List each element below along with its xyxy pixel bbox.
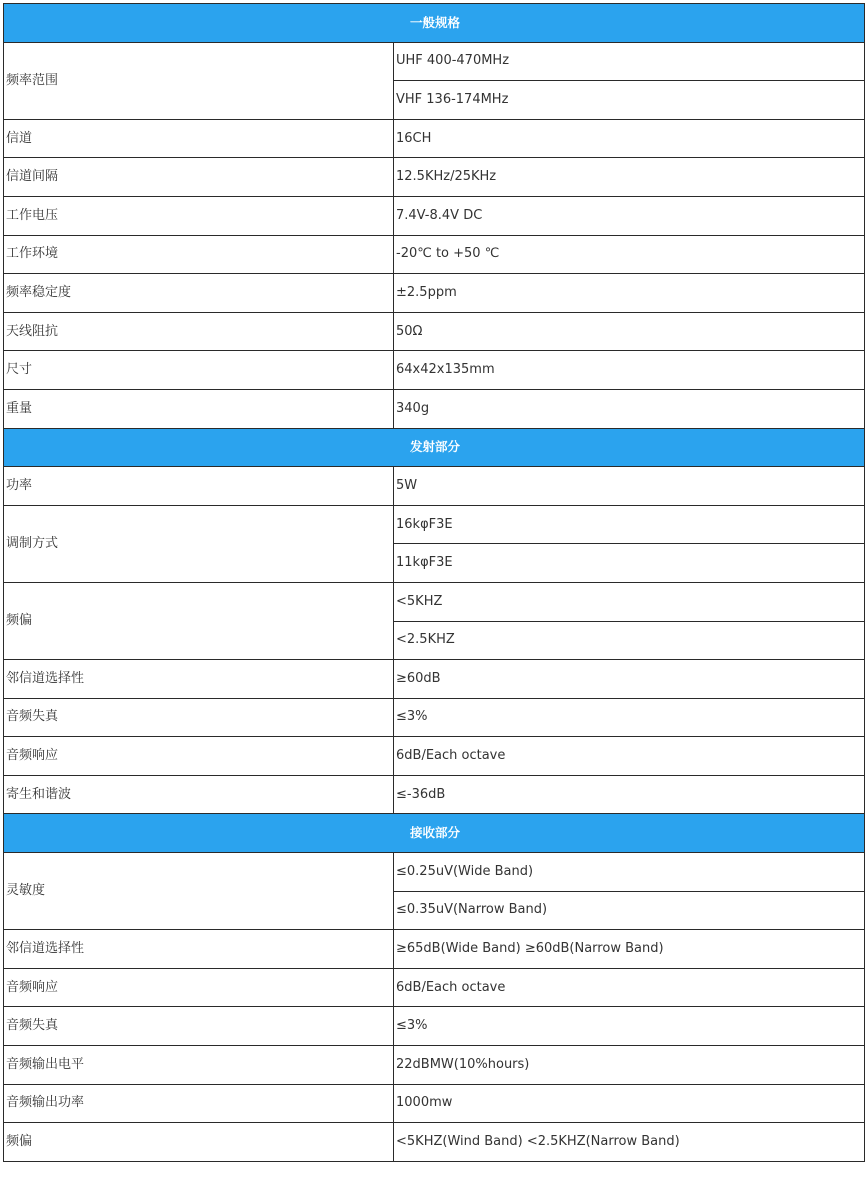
table-row xyxy=(4,235,865,274)
spec-label: 频率稳定度 xyxy=(4,274,394,313)
spec-value: 7.4V-8.4V DC xyxy=(394,196,865,235)
table-row xyxy=(4,351,865,390)
spec-value: <2.5KHZ xyxy=(394,621,865,660)
spec-label: 尺寸 xyxy=(4,351,394,390)
spec-label: 音频输出电平 xyxy=(4,1046,394,1085)
spec-value: 11kφF3E xyxy=(394,544,865,583)
spec-value: <5KHZ xyxy=(394,582,865,621)
spec-value: 5W xyxy=(394,467,865,506)
spec-label: 邻信道选择性 xyxy=(4,930,394,969)
table-row xyxy=(4,660,865,699)
section-header-row xyxy=(4,428,865,467)
spec-label: 工作电压 xyxy=(4,196,394,235)
spec-value: 64x42x135mm xyxy=(394,351,865,390)
table-row xyxy=(4,582,865,621)
table-row xyxy=(4,119,865,158)
section-title: 一般规格 xyxy=(4,4,865,43)
spec-label: 信道间隔 xyxy=(4,158,394,197)
spec-value: UHF 400-470MHz xyxy=(394,42,865,81)
spec-value: 22dBMW(10%hours) xyxy=(394,1046,865,1085)
spec-value: ±2.5ppm xyxy=(394,274,865,313)
spec-label: 邻信道选择性 xyxy=(4,660,394,699)
table-row xyxy=(4,737,865,776)
spec-label: 频偏 xyxy=(4,1123,394,1162)
table-row xyxy=(4,853,865,892)
table-row xyxy=(4,1007,865,1046)
spec-value: -20℃ to +50 ℃ xyxy=(394,235,865,274)
section-header-row xyxy=(4,814,865,853)
table-row xyxy=(4,158,865,197)
table-row xyxy=(4,505,865,544)
spec-label: 频率范围 xyxy=(4,42,394,119)
table-row xyxy=(4,274,865,313)
spec-value: ≤3% xyxy=(394,1007,865,1046)
spec-label: 天线阻抗 xyxy=(4,312,394,351)
spec-value: 50Ω xyxy=(394,312,865,351)
spec-value: ≥60dB xyxy=(394,660,865,699)
table-row xyxy=(4,775,865,814)
table-row xyxy=(4,467,865,506)
spec-value: 12.5KHz/25KHz xyxy=(394,158,865,197)
spec-label: 调制方式 xyxy=(4,505,394,582)
spec-label: 音频响应 xyxy=(4,968,394,1007)
spec-label: 音频输出功率 xyxy=(4,1084,394,1123)
spec-label: 工作环境 xyxy=(4,235,394,274)
spec-value: 340g xyxy=(394,389,865,428)
spec-label: 信道 xyxy=(4,119,394,158)
spec-value: 16kφF3E xyxy=(394,505,865,544)
spec-label: 寄生和谐波 xyxy=(4,775,394,814)
spec-label: 功率 xyxy=(4,467,394,506)
spec-label: 重量 xyxy=(4,389,394,428)
spec-label: 灵敏度 xyxy=(4,853,394,930)
spec-value: 6dB/Each octave xyxy=(394,737,865,776)
spec-value: 6dB/Each octave xyxy=(394,968,865,1007)
section-title: 发射部分 xyxy=(4,428,865,467)
spec-table xyxy=(3,3,865,1162)
spec-value: 16CH xyxy=(394,119,865,158)
table-row xyxy=(4,42,865,81)
section-title: 接收部分 xyxy=(4,814,865,853)
spec-value: <5KHZ(Wind Band) <2.5KHZ(Narrow Band) xyxy=(394,1123,865,1162)
table-row xyxy=(4,1084,865,1123)
spec-value: ≤0.25uV(Wide Band) xyxy=(394,853,865,892)
table-row xyxy=(4,196,865,235)
spec-label: 频偏 xyxy=(4,582,394,659)
spec-label: 音频失真 xyxy=(4,1007,394,1046)
table-row xyxy=(4,312,865,351)
spec-value: ≥65dB(Wide Band) ≥60dB(Narrow Band) xyxy=(394,930,865,969)
table-row xyxy=(4,698,865,737)
table-row xyxy=(4,1046,865,1085)
spec-value: 1000mw xyxy=(394,1084,865,1123)
spec-label: 音频响应 xyxy=(4,737,394,776)
section-header-row xyxy=(4,4,865,43)
table-row xyxy=(4,968,865,1007)
spec-value: ≤0.35uV(Narrow Band) xyxy=(394,891,865,930)
spec-label: 音频失真 xyxy=(4,698,394,737)
table-row xyxy=(4,389,865,428)
table-row xyxy=(4,1123,865,1162)
spec-value: VHF 136-174MHz xyxy=(394,81,865,120)
spec-value: ≤3% xyxy=(394,698,865,737)
spec-table-body xyxy=(4,4,865,1162)
table-row xyxy=(4,930,865,969)
spec-value: ≤-36dB xyxy=(394,775,865,814)
